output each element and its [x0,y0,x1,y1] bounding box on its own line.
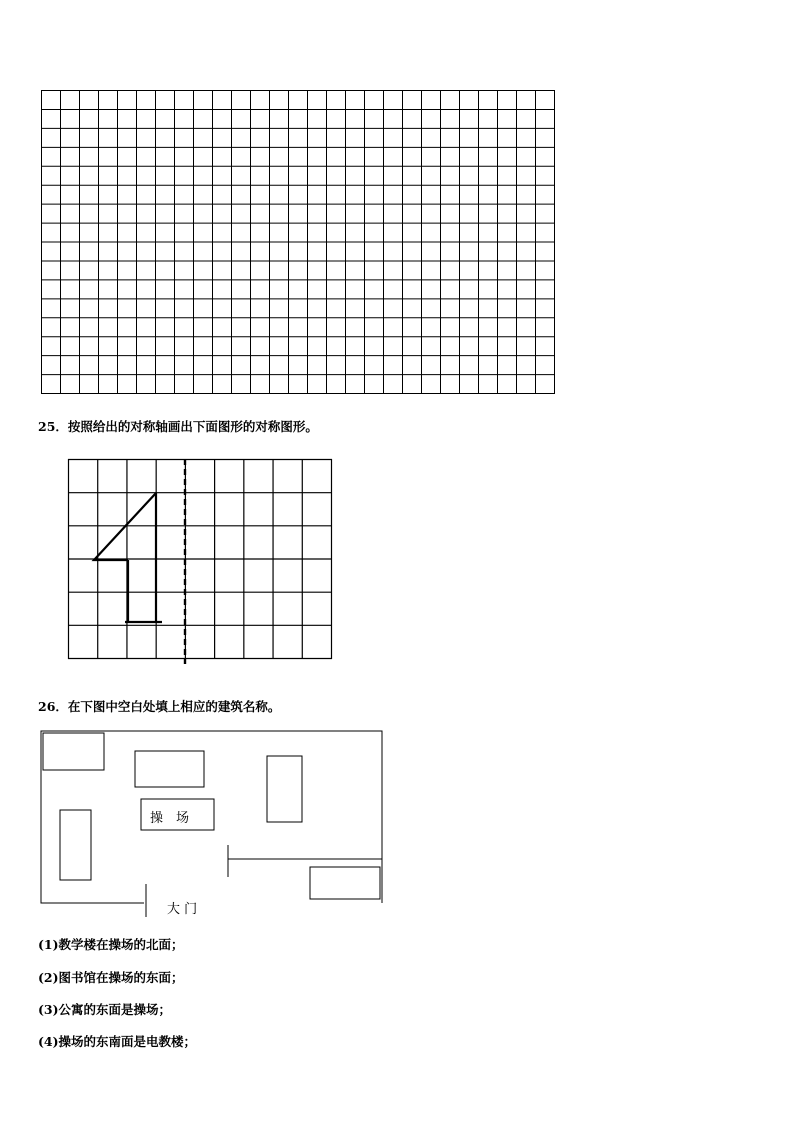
campus-map [39,729,384,919]
question-26-item-4: (4)操场的东南面是电教楼； [38,1034,197,1049]
blank-building-box-northwest [43,733,104,770]
symmetry-grid [68,459,332,659]
question-26-title: 26．在下图中空白处填上相应的建筑名称。 [38,699,281,714]
question-26-item-3: (3)公寓的东面是操场； [38,1002,172,1017]
blank-building-box-west [60,810,91,880]
map-boundary-left-top [41,731,382,903]
question-26-item-2: (2)图书馆在操场的东面； [38,970,184,985]
question-25-title: 25．按照给出的对称轴画出下面图形的对称图形。 [38,419,318,434]
playground-label: 操 场 [150,811,190,826]
figure-number-four-shape [94,493,162,622]
gate-label: 大 门 [167,902,198,917]
top-practice-grid [41,90,555,394]
question-26-item-1: (1)教学楼在操场的北面； [38,937,184,952]
blank-building-box-east [267,756,302,822]
blank-building-box-southeast [310,867,380,899]
blank-building-box-north [135,751,204,787]
